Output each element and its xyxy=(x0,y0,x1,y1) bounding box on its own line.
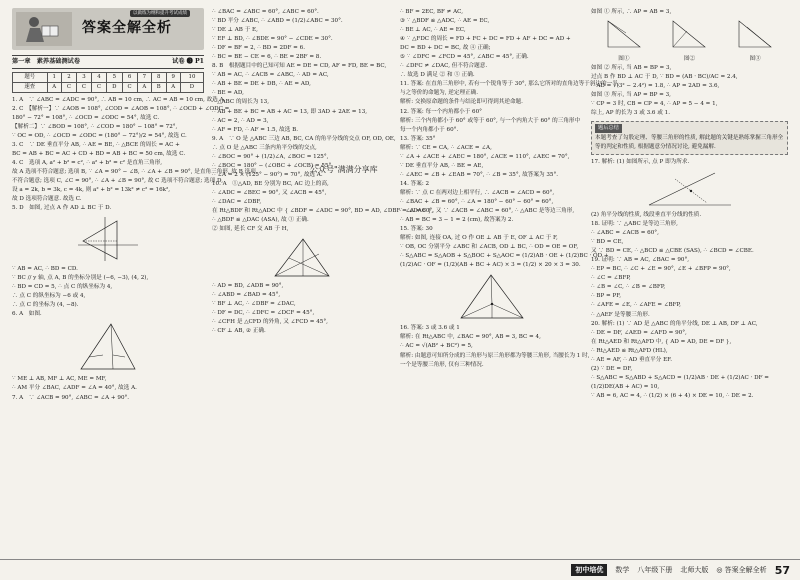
answer-line: ∴ S△ABC = S△AOB + S△BOC + S△AOC = (1/2)AB · OE + (1/2)BC · OD + xyxy=(400,253,609,260)
page-number: 57 xyxy=(774,563,790,577)
answer-line: ∴ EP = BC, ∴ ∠C + ∠E = 90°, ∠E + ∠BFP = 90°, xyxy=(591,266,731,273)
answer-line: 3. C ∵ DE 垂直平分 AB, ∴ AE = BE, ∴ △BCE 的周长 = AC + xyxy=(12,141,180,148)
answer-cell: 3 xyxy=(76,73,91,83)
answer-line: 11. 答案: 在直角三角形中, 若有一个锐角等于 30°, 那么它所对的直角边等于斜边的一半, xyxy=(400,81,620,88)
answer-line: ∵ AB = AC, ∴ BD = CD. xyxy=(12,266,78,273)
answer-line: ⑤ ∵ ∠DFC = ∠FCD = 45°, ∠ABC = 45°, 正确. xyxy=(400,54,529,61)
answer-line: ∴ ∠A = 60°, 又 ∵ ∠ACB = ∠ABC = 60°, ∴ △ABC 是等边三角形, xyxy=(400,208,575,215)
answer-line: 设 a = 2k, b = 3k, c = 4k, 则 a² + b² = 13k² ≠ c² = 16k², xyxy=(12,187,171,194)
answer-line: 6. A 如图. xyxy=(12,311,42,318)
answer-line: ∴ BF = 2EC, BF ≠ AC, xyxy=(400,9,463,15)
answer-cell: B xyxy=(151,82,166,92)
summary-note-heading: 题后总结 xyxy=(595,124,622,132)
answer-table-header xyxy=(13,73,204,83)
figure-case-1-caption: 图① xyxy=(618,56,630,63)
answer-line: 解析: 三个内角都小于 60° 或等于 60°, 与一个内角大于 60° 的三角形中 xyxy=(400,117,581,124)
figure-case-3-caption: 图③ xyxy=(749,56,761,63)
answer-line: (2) ∵ DE = DF, xyxy=(591,365,633,372)
answer-cell: C xyxy=(91,82,106,92)
answer-line: DC = BD + DC = BC, 故 ④ 正确; xyxy=(400,45,491,52)
answer-line: ∴ AF = FD, ∴ AF = 1.5, 故选 B. xyxy=(212,126,299,133)
answer-line: ∵ AB = 6, AC = 4, ∴ (1/2) × (6 + 4) × DE = 10, ∴ DE = 2. xyxy=(591,392,754,399)
answer-line: ∵ CP = 3 时, CB = CP = 4, ∴ AP = 5 − 4 = 1, xyxy=(591,101,718,108)
summary-note-text: 本题考查了勾股定理、等腰三角形的性质, 解此题的关键是熟练掌握三角形全等的判定和性质, 根据题意分情况讨论, 避免漏解. xyxy=(595,134,784,150)
answer-line: ∴ DE = DF, ∠AED = ∠AFD = 90°, xyxy=(591,329,687,336)
figure-triangle-altitudes xyxy=(267,236,337,280)
answer-line: ∴ 故选 D 满足 ② 和 ⑤ 正确. xyxy=(400,72,475,79)
answer-line: 在 Rt△AED 和 Rt△AFD 中, { AD = AD, DE = DF }, xyxy=(591,338,732,345)
answer-line: ∴ AD = BD, ∠ADB = 90°, xyxy=(212,283,284,290)
answer-cell: C xyxy=(61,82,76,92)
figure-three-cases xyxy=(591,17,788,64)
answer-line: ∴ CF ⊥ AB, ② 正确. xyxy=(212,328,266,335)
answer-line: 如图 ③ 所示, 当 AP = BP = 3, xyxy=(591,92,671,99)
answer-line: (1/2)AC · OF = (1/2)(AB + BC + AC) × 3 = (1/2) × 20 × 3 = 30. xyxy=(400,262,581,269)
answer-line: ∵ BC // y 轴, 点 A, B 的坐标分别是 (−6, −3), (4, 2), xyxy=(12,275,149,282)
footer-edition: 北师大版 xyxy=(680,566,709,574)
answer-line: ∴ △BDF ≌ △DAC (ASA), 故 ① 正确. xyxy=(212,217,309,224)
answer-line: ∴ ∠BAC + ∠B = 60°, ∴ ∠A = 180° − 60° − 60° = 60°, xyxy=(400,198,554,205)
figure-case-3-drawing xyxy=(735,17,775,51)
figure-coordinate-triangle xyxy=(73,215,143,263)
answer-line: ∵ BD 平分 ∠ABC, ∴ ∠ABD = (1/2)∠ABC = 30°. xyxy=(212,18,343,25)
answer-cell: 2 xyxy=(61,73,76,83)
reading-figure-illustration xyxy=(16,12,72,46)
answer-line: 17. 解析: (1) 如图所示, 点 P 即为所求. xyxy=(591,158,690,165)
answer-line: 8. B 根据题目中的已知可知 AE = DE = CD, AF = FD, BE = BC, xyxy=(212,63,387,70)
answer-line: ∴ ∠DFC ≠ ∠DAC, 但不符合题意. xyxy=(400,63,488,70)
answer-table-row xyxy=(13,82,204,92)
answer-line: ∴ ∠C = ∠BFP, xyxy=(591,275,631,282)
figure-case-3 xyxy=(735,17,775,64)
answer-line: 【解析二】∵ ∠BOD = 108°, ∴ ∠COD = 180° − 108° = 72°, xyxy=(12,123,178,130)
answer-line: ∴ BC = BE − CE = 6, ∴ BE = 2BF = 8. xyxy=(212,54,322,61)
answer-line: 如图 ① 所示, ∴ AP = AB = 3, xyxy=(591,9,672,15)
answer-line: ∴ ∠CFH 是 △CFD 的外角, 又 ∠FCD = 45°, xyxy=(212,319,328,326)
answer-line: 故 A 选项不符合题意; 选项 B, ∵ ∠A = 90° − ∠B, ∴ ∠A + ∠B = 90°, 是直角三角形, 故 B 选项 xyxy=(12,168,256,175)
answer-line: 解析: ∵ CE = CA, ∴ ∠ACE = ∠A, xyxy=(400,144,492,151)
footer-brand: 初中培优 xyxy=(571,564,607,576)
answer-cell: 8 xyxy=(151,73,166,83)
answer-line: ∵ AB = AC, ∴ ∠ACB = ∠ABC, ∴ AD = AC, xyxy=(212,72,329,79)
figure-construction xyxy=(645,169,735,209)
answer-line: ∴ ∠AEC = ∠B + ∠EAB = 70°, ∴ ∠B = 35°, 故答案为 35°. xyxy=(400,171,559,178)
answer-table xyxy=(12,72,204,93)
answer-line: ② 如图, 延长 CF 交 AB 于 H, xyxy=(212,226,289,233)
answer-line: 在 Rt△BDF 和 Rt△ADC 中 { ∠BDF = ∠ADC = 90°, BD = AD, ∠DBF = ∠DAC }, xyxy=(212,208,434,215)
answer-line: 4. C 选项 A, a² + b² = c², ∴ a² + b² = c² 是直角三角形, xyxy=(12,159,163,166)
footer-subject: 数学 xyxy=(615,566,630,574)
answer-cell: 6 xyxy=(122,73,137,83)
answer-line: 20. 解析: (1) ∵ AD 是 △ABC 的角平分线, DE ⊥ AB, DF ⊥ AC, xyxy=(591,320,758,327)
page-footer xyxy=(0,559,800,580)
answer-line: ∵ ME ⊥ AB, MF ⊥ AC, ME = MF, xyxy=(12,376,107,383)
answer-line: ∴ 点 O 是 △ABC 三条内角平分线的交点, xyxy=(212,144,317,151)
figure-case-2-caption: 图② xyxy=(683,56,696,63)
answer-line: ∴ ∠ADC = ∠BEC = 90°, 又 ∠ACB = 45°, xyxy=(212,189,327,196)
banner-subtitle: 以做练为纲和提升考试成绩 xyxy=(130,10,190,17)
answer-line: ∴ BE = AD, xyxy=(212,90,244,97)
answer-line: ∴ S△ABC = S△ABD + S△ACD = (1/2)AB · DE + (1/2)AC · DF = xyxy=(591,374,769,381)
answer-line: ∴ AB + BE = DE + DB, ∴ AE = AD, xyxy=(212,81,311,88)
answer-line: 解析: 交换原命题的条件与结论即可得到其逆命题. xyxy=(400,99,523,106)
answer-line: 解析: ∵ 点 C 在两对边上相平行, ∴ ∠ACB = ∠ACD = 60°, xyxy=(400,189,555,196)
answer-line: ∴ ∠ABD = ∠BAD = 45°, xyxy=(212,292,281,299)
watermark-text: 公众号"满满分享库 xyxy=(310,165,378,174)
answer-line: ∵ BF ⊥ AC, ∴ ∠DBF = ∠DAC, xyxy=(212,301,296,308)
answer-line: 与之等价的命题为, 逆定理正确. xyxy=(400,90,479,97)
answer-line: ∴ Rt△AED ≌ Rt△AFD (HL), xyxy=(591,347,668,354)
banner-title: 答案全解全析 xyxy=(82,20,172,36)
answer-line: 15. 答案: 30 xyxy=(400,226,433,233)
column-4 xyxy=(591,8,788,556)
answer-line: ∴ AD = √(3² − 2.4²) = 1.8, ∴ AP = 2AD = 3.6, xyxy=(591,83,720,90)
answer-line: ∴ ∠A = 2 × (125° − 90°) = 70°, 故选 A. xyxy=(212,171,323,178)
banner xyxy=(12,8,204,50)
answer-line: ∵ BD = CE, xyxy=(591,239,624,246)
answer-line: ∴ ∠DAC = ∠DBF, xyxy=(212,198,262,205)
answer-line: ∴ AB + BE + BC = AB + AC = 13, 即 3AD + 2AE = 13, xyxy=(212,108,368,115)
answer-cell: 1 xyxy=(47,73,61,83)
answer-line: ∴ BP = PF, xyxy=(591,293,622,300)
figure-case-1-drawing xyxy=(604,17,644,51)
answer-line: ∴ 点 C 的纵坐标为 −6 或 4, xyxy=(12,293,86,300)
answer-line: (2) 角平分线的性质, 线段垂直平分线的性质. xyxy=(591,211,702,218)
answer-cell: D xyxy=(106,82,122,92)
answer-line: 10. A ①△AD, BE 分别为 BC, AC 边上的高, xyxy=(212,180,329,187)
answer-line: 12. 答案: 每一个内角都小于 60° xyxy=(400,108,482,115)
answer-line: 1. A ∵ ∠ABC = ∠ADC = 90°, ∴ AB = 10 cm, ∴ AC = AB = 10 cm, 故选 A. xyxy=(12,96,226,103)
figure-triangle-bisector xyxy=(73,321,143,373)
answer-cell: C xyxy=(122,82,137,92)
answer-cell: 9 xyxy=(166,73,180,83)
answer-cell: D xyxy=(180,82,203,92)
answer-line: (1/2)DE(AB + AC) = 10, xyxy=(591,383,660,390)
summary-note xyxy=(591,121,788,155)
answer-line: ∴ ∠B = ∠C, ∴ ∠B = ∠BFP, xyxy=(591,284,666,291)
answer-line: ④ ∵ △FDC 的周长 = FD + FC + DC = FD + AF + DC = AD + xyxy=(400,36,571,43)
answer-line: ∴ ∠BOC = 180° − (∠OBC + ∠OCB) = 55°, xyxy=(212,162,334,169)
answer-line: ∴ AE = AF, ∴ AD 垂直平分 EF. xyxy=(591,356,672,363)
chapter-heading xyxy=(12,55,204,69)
column-4-body xyxy=(591,8,788,401)
answer-line: BC = AB + BC = AC + CD + BD = AB + BC = 50 cm, 故选 C. xyxy=(12,150,186,157)
answer-line: ∴ DF = DC, ∴ ∠DFC = ∠DCF = 45°, xyxy=(212,310,315,317)
answer-line: 2. C 【解析一】∵ ∠AOB = 108°, ∠COD = ∠AOB = 108°, ∴ ∠OCD + ∠ODC = xyxy=(12,105,230,112)
answer-cell: C xyxy=(76,82,91,92)
answer-line: ∴ AC = √(AB² + BC²) = 5, xyxy=(400,343,473,350)
answer-line: ∴ DF = BF = 2, ∴ BD = 2DF = 6. xyxy=(212,45,305,52)
chapter-title: 第一章 素养基础测试卷 xyxy=(12,58,81,65)
answer-line: ∴ ∠BOC = 90° + (1/2)∠A, ∠BOC = 125°, xyxy=(212,153,329,160)
answer-line: 13. 答案: 35° xyxy=(400,135,436,142)
answer-line: ∴ AB = BC = 3 − 1 = 2 (cm), 故答案为 2. xyxy=(400,217,514,224)
answer-line: 9. A ∵ O 是 △ABC 三边 AB, BC, CA 的角平分线的交点 OF, OD, OE, xyxy=(212,135,396,142)
answer-line: ∴ AM 平分 ∠BAC, ∠ADF = ∠A = 40°, 故选 A. xyxy=(12,385,137,392)
answer-cell: 10 xyxy=(180,73,203,83)
footer-section: ◎ 答案全解全析 xyxy=(716,566,767,574)
answer-line: 故 D 选项符合题意. 故选 C. xyxy=(12,196,82,203)
answer-line: ∴ 点 C 的坐标为 (4, −8). xyxy=(12,302,79,309)
answer-line: ∴ ∠AFE = ∠E, ∴ ∠AFE = ∠BFP, xyxy=(591,302,681,309)
answer-cell: 速查 xyxy=(13,82,48,92)
answer-line: ∵ EF ⊥ BD, ∴ ∠BDE = 90° − ∠CDE = 30°. xyxy=(212,36,333,43)
answer-cell: 题号 xyxy=(13,73,48,83)
answer-line: 解析: 在 Rt△ABC 中, ∠BAC = 90°, AB = 3, BC = 4, xyxy=(400,334,541,341)
answer-line: 180° − 72° = 108°, ∴ ∠OCD = ∠ODC = 54°, 故选 C. xyxy=(12,114,160,121)
answer-line: ∴ △ABC 的周长为 13, xyxy=(212,99,270,106)
answer-cell: 4 xyxy=(91,73,106,83)
answer-line: 14. 答案: 2 xyxy=(400,180,430,187)
answer-line: ∵ OC = OD, ∴ ∠OCD = ∠ODC = (180° − 72°)/2 = 54°, 故选 C. xyxy=(12,132,187,139)
answer-line: ③ ∵ △BDF ≌ △ADC, ∴ AE = EC, xyxy=(400,18,490,25)
answer-line: 每一个内角都小于 60°. xyxy=(400,126,459,133)
answer-line: 解析: 由题意可知所分成的三角形与原三角形都为等腰三角形, 当腰长为 1 时, xyxy=(400,352,590,359)
answer-cell: 7 xyxy=(137,73,151,83)
answer-line: 如图 ② 所示, 当 AB = BP = 3, xyxy=(591,65,672,72)
figure-case-2 xyxy=(669,17,709,64)
answer-line: ∴ △AEF 是等腰三角形. xyxy=(591,311,650,318)
answer-line: 过点 B 作 BD ⊥ AC 于 D, ∵ BD = (AB · BC)/AC = 2.4, xyxy=(591,74,738,81)
answer-line: ∴ AC = 2, ∴ AD = 3, xyxy=(212,117,269,124)
answer-line: 5. D 如图, 过点 A 作 AD ⊥ BC 于 D. xyxy=(12,205,112,212)
answer-cell: A xyxy=(137,82,151,92)
answer-cell: 5 xyxy=(106,73,122,83)
answer-line: 一个是等腰三角形, 仅有三种情况. xyxy=(400,361,484,368)
figure-case-1 xyxy=(604,17,644,64)
answer-line: ∵ OB, OC 分别平分 ∠ABC 和 ∠ACB, OD ⊥ BC, ∴ OD = OE = OF, xyxy=(400,244,579,251)
chapter-ref: 试卷 ❸ P1 xyxy=(172,58,204,65)
answer-line: ∴ ∠BAC = ∠ABC = 60°, ∠ABC = 60°. xyxy=(212,9,319,15)
answer-line: ∵ DE 垂直平分 AB, ∴ BE = AE, xyxy=(400,162,484,169)
answer-cell: A xyxy=(47,82,61,92)
answer-line: ∵ ∠A + ∠ACE + ∠AEC = 180°, ∠ACE = 110°, ∠AEC = 70°, xyxy=(400,153,570,160)
figure-triangle-incenter xyxy=(455,272,529,322)
answer-line: 18. 证明: ∵ △ABC 是等边三角形, xyxy=(591,221,678,228)
answer-line: ∴ BD = CD = 5, ∴ 点 C 的纵坐标为 4, xyxy=(12,284,113,291)
answer-line: 16. 答案: 3 或 3.6 或 1 xyxy=(400,325,460,332)
answer-cell: A xyxy=(166,82,180,92)
answer-line: 又 ∵ BD = CE, ∴ △BCD ≌ △CBE (SAS), ∴ ∠BCD = ∠CBE. xyxy=(591,248,754,255)
answer-line: 综上, AP 的长为 3 或 3.6 或 1. xyxy=(591,110,670,117)
answer-line: ∴ BE ⊥ AC, ∴ AE = EC, xyxy=(400,27,466,34)
answer-line: 7. A ∵ ∠ACB = 90°, ∠ABC = ∠A + 90°. xyxy=(12,394,130,401)
footer-grade: 八年级下册 xyxy=(637,566,673,574)
answer-line: 不符合题意; 选项 C, ∠C = 90°, ∴ ∠A + ∠B = 90°, 故 C 选项不符合题意; 选项 D, xyxy=(12,177,224,184)
answer-line: 19. 证明: ∵ AB = AC, ∠BAC = 90°, xyxy=(591,257,690,264)
answer-line: 解析: 如图, 连接 OA, 过 O 作 OE ⊥ AB 于 E, OF ⊥ AC 于 F, xyxy=(400,235,558,242)
answer-line: ∵ DE ⊥ AB 于 E, xyxy=(212,27,258,34)
figure-case-2-drawing xyxy=(669,17,709,51)
answer-line: ∴ ∠ABC = ∠ACB = 60°, xyxy=(591,230,659,237)
